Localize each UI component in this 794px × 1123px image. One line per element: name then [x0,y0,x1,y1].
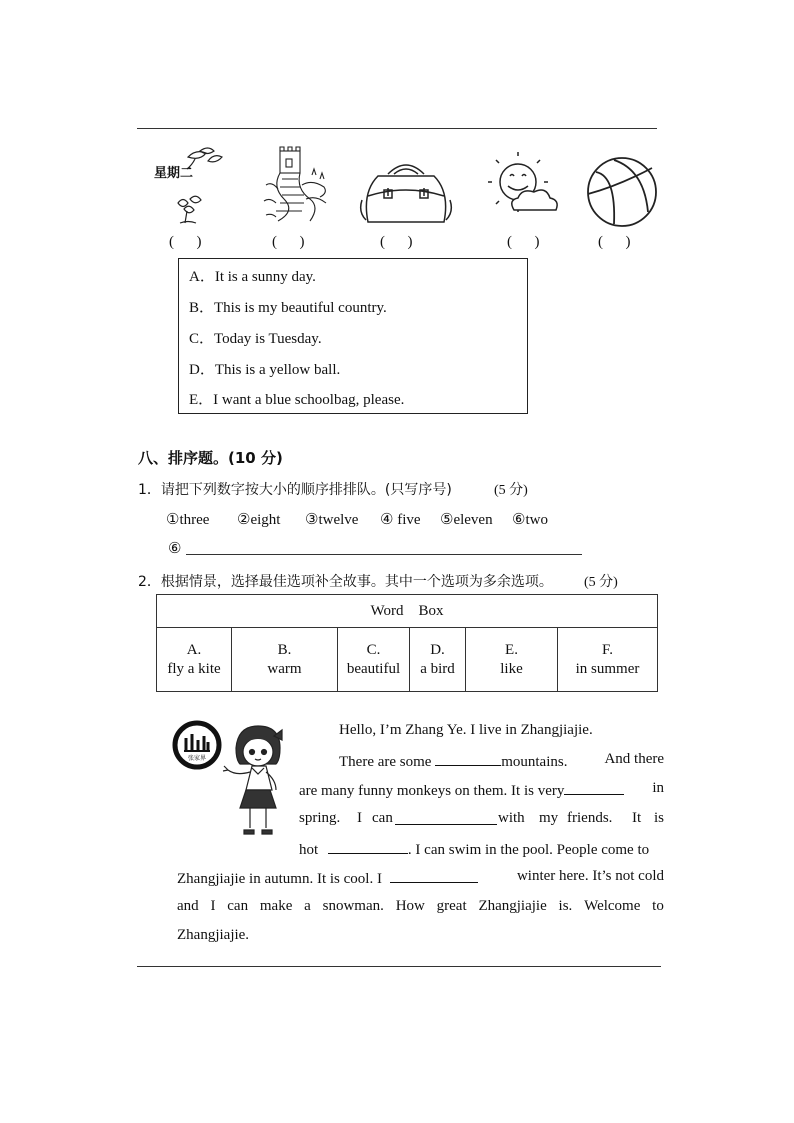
option-c: C．Today is Tuesday. [189,331,322,347]
option-a: A．It is a sunny day. [189,269,316,285]
q1-item-5: ⑤eleven [440,512,493,528]
story-text: mountains. [501,754,568,770]
tuesday-calendar-icon [150,143,226,231]
word-option-b [232,628,338,692]
q1-item-4: ④ five [380,512,421,528]
q1-item-1: ①three [166,512,210,528]
story-text: my [539,810,559,826]
q2-prompt: 2．根据情景，选择最佳选项补全故事。其中一个选项为多余选项。 [138,574,553,590]
blank-1[interactable] [435,751,501,766]
story-word: make [259,898,293,914]
sun-cloud-icon [484,152,564,222]
q1-prompt: 1．请把下列数字按大小的顺序排排队。(只写序号) [138,482,452,498]
story-word: a [304,898,311,914]
story-line-8: Zhangjiajie. [177,927,250,943]
answer-paren-3[interactable]: ( ) [380,234,413,250]
word-option-text: in summer [575,660,640,677]
ball-icon [584,154,662,230]
great-wall-icon [262,145,332,225]
word-option-e [466,628,558,692]
option-e: E．I want a blue schoolbag, please. [189,392,405,408]
word-option-text: a bird [420,660,455,677]
story-word: great [436,898,467,914]
option-d: D．This is a yellow ball. [189,362,341,378]
word-option-d [410,628,466,692]
story-text: are many funny monkeys on them. It is very [299,783,565,799]
svg-text:张家界: 张家界 [187,755,207,762]
q1-answer-prefix: ⑥ [168,541,182,557]
word-option-text: warm [267,660,302,677]
story-text: winter here. It’s not cold [516,868,664,884]
story-line-1: Hello, I’m Zhang Ye. I live in Zhangjiajie. [339,722,593,738]
answer-paren-2[interactable]: ( ) [272,234,305,250]
word-box-table [156,594,658,692]
q2-score: (5 分) [584,575,618,590]
story-word: snowman. [322,898,384,914]
story-text: It [632,810,642,826]
word-option-letter: E. [505,641,518,658]
word-option-letter: A. [186,641,202,658]
answer-paren-5[interactable]: ( ) [598,234,631,250]
story-text: hot [299,842,319,858]
story-word: to [652,898,664,914]
word-option-a [157,628,232,692]
word-option-f [558,628,658,692]
story-text: in [652,780,664,796]
story-line-3 [299,780,664,800]
story-text: . I can swim in the pool. People come to [407,842,650,858]
story-text: with [498,810,525,826]
q1-item-2: ②eight [237,512,281,528]
options-box [178,258,528,414]
q1-item-6: ⑥two [512,512,548,528]
blank-5[interactable] [390,868,478,883]
word-option-text: beautiful [346,660,401,677]
word-option-letter: D. [430,641,445,658]
story-word: is. [558,898,573,914]
top-rule [137,128,657,129]
q1-score: (5 分) [494,483,528,498]
option-b: B．This is my beautiful country. [189,300,387,316]
blank-3[interactable] [395,810,497,825]
story-text: is [653,810,664,826]
story-line-2 [339,751,664,771]
answer-paren-4[interactable]: ( ) [507,234,540,250]
story-text: can [372,810,393,826]
zhangjiajie-logo-icon [172,720,222,770]
story-line-5 [299,839,649,859]
tuesday-label: 星期二 [154,166,194,181]
story-text: spring. [299,810,341,826]
girl-illustration-icon [222,724,292,842]
story-text: Zhangjiajie in autumn. It is cool. I [177,871,382,887]
story-text: And there [604,751,664,767]
story-word: Zhangjiajie [478,898,547,914]
story-word: can [227,898,249,914]
story-word: How [395,898,425,914]
word-box-title: Word Box [157,595,658,628]
story-text: There are some [339,754,436,770]
word-option-letter: B. [277,641,292,658]
story-word: Welcome [584,898,641,914]
story-text: friends. [567,810,613,826]
blank-4[interactable] [328,839,408,854]
blank-2[interactable] [564,780,624,795]
answer-paren-1[interactable]: ( ) [169,234,202,250]
story-word: and [177,898,199,914]
word-option-c [338,628,410,692]
word-option-letter: F. [602,641,613,658]
story-word: I [210,898,216,914]
word-option-text: like [500,660,523,677]
q1-answer-line[interactable] [186,554,582,555]
q1-item-3: ③twelve [305,512,359,528]
section-title: 八、排序题。(10 分) [138,449,283,467]
bottom-rule [137,966,661,967]
story-line-7 [177,898,664,915]
schoolbag-icon [358,160,454,228]
story-line-6 [177,868,664,888]
word-option-text: fly a kite [167,660,221,677]
word-option-letter: C. [366,641,381,658]
story-text: I [357,810,362,826]
